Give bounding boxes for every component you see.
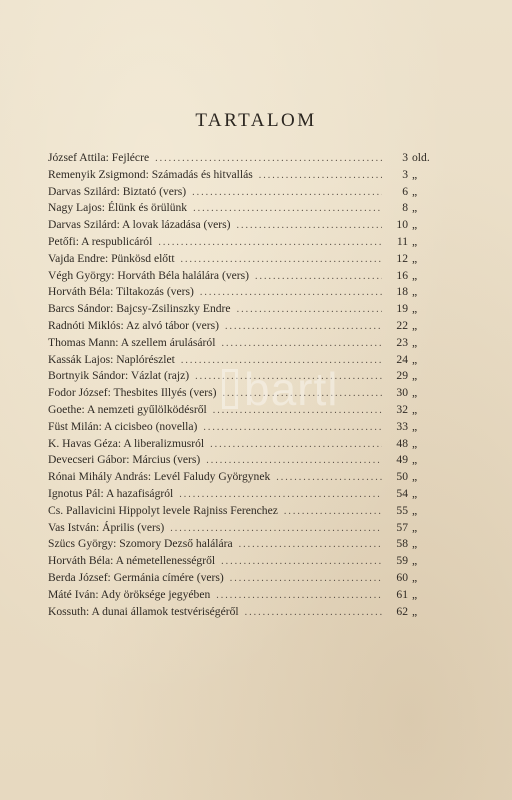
- dot-leader: [276, 470, 382, 487]
- toc-entry-unit: „: [412, 436, 418, 450]
- toc-entry-title: Berda József: Germánia címére (vers): [48, 570, 224, 584]
- toc-entry-title: Végh György: Horváth Béla halálára (vers): [48, 268, 249, 282]
- dot-leader: [245, 605, 382, 622]
- dot-leader: [284, 504, 382, 521]
- toc-entry-unit: „: [412, 604, 418, 618]
- toc-entry: [48, 587, 440, 604]
- toc-entry-unit: „: [412, 234, 418, 248]
- toc-entry-title: K. Havas Géza: A liberalizmusról: [48, 436, 205, 450]
- toc-entry-page: 10: [396, 218, 408, 232]
- toc-entry-page: 22: [396, 318, 408, 332]
- toc-entry: [48, 368, 440, 385]
- dot-leader: [195, 369, 382, 386]
- dot-leader: [237, 218, 382, 235]
- toc-entry-title: Petőfi: A respublicáról: [48, 234, 153, 248]
- toc-entry: [48, 402, 440, 419]
- dot-leader: [181, 252, 382, 269]
- dot-leader: [210, 437, 382, 454]
- toc-entry-page: 57: [396, 520, 408, 534]
- toc-entry-unit: „: [412, 402, 418, 416]
- toc-entry-page: 24: [396, 352, 408, 366]
- toc-entry-title: Füst Milán: A cicisbeo (novella): [48, 419, 198, 433]
- toc-entry-title: Bortnyik Sándor: Vázlat (rajz): [48, 369, 190, 383]
- toc-entry-page: 3: [402, 167, 408, 181]
- toc-entry-title: Radnóti Miklós: Az alvó tábor (vers): [48, 318, 219, 332]
- toc-entry: [48, 385, 440, 402]
- toc-entry-unit: „: [412, 167, 418, 181]
- dot-leader: [216, 588, 382, 605]
- toc-entry: [48, 486, 440, 503]
- toc-entry: [48, 284, 440, 301]
- dot-leader: [155, 151, 382, 168]
- toc-entry: [48, 452, 440, 469]
- toc-entry-page: 58: [396, 537, 408, 551]
- toc-entry-title: Remenyik Zsigmond: Számadás és hitvallás: [48, 167, 253, 181]
- toc-entry-page: 11: [396, 234, 408, 248]
- toc-entry-unit: „: [412, 453, 418, 467]
- toc-entry-unit: „: [412, 285, 418, 299]
- toc-entry-unit: „: [412, 570, 418, 584]
- toc-entry-title: Goethe: A nemzeti gyűlölködésről: [48, 402, 207, 416]
- toc-entry-title: Kossuth: A dunai államok testvériségéről: [48, 604, 239, 618]
- toc-entry-unit: „: [412, 352, 418, 366]
- toc-entry-unit: „: [412, 419, 418, 433]
- dot-leader: [221, 336, 382, 353]
- toc-entry-page: 55: [396, 503, 408, 517]
- toc-entry-page: 54: [396, 486, 408, 500]
- toc-entry-unit: „: [412, 218, 418, 232]
- toc-entry-page: 33: [396, 419, 408, 433]
- toc-entry-title: Barcs Sándor: Bajcsy-Zsilinszky Endre: [48, 302, 231, 316]
- toc-entry-unit: „: [412, 537, 418, 551]
- toc-entry: [48, 503, 440, 520]
- toc-entry-page: 60: [396, 570, 408, 584]
- dot-leader: [237, 302, 382, 319]
- toc-entry-unit: „: [412, 503, 418, 517]
- toc-entry: [48, 217, 440, 234]
- toc-entry: [48, 268, 440, 285]
- toc-entry-title: Ignotus Pál: A hazafiságról: [48, 486, 174, 500]
- toc-entry: [48, 318, 440, 335]
- toc-entry-unit: „: [412, 520, 418, 534]
- toc-entry-title: Thomas Mann: A szellem árulásáról: [48, 335, 216, 349]
- toc-entry-page: 3: [402, 151, 408, 164]
- watermark-text: bartl: [244, 363, 339, 415]
- toc-entry-unit: „: [412, 251, 418, 265]
- toc-entry-unit: „: [412, 201, 418, 215]
- toc-entry-page: 50: [396, 470, 408, 484]
- dot-leader: [259, 168, 382, 185]
- toc-entry: [48, 200, 440, 217]
- dot-leader: [223, 386, 382, 403]
- toc-entry-title: Cs. Pallavicini Hippolyt levele Rajniss Ferenchez: [48, 503, 278, 517]
- dot-leader: [213, 403, 382, 420]
- dot-leader: [230, 571, 382, 588]
- toc-entry-page: 49: [396, 453, 408, 467]
- toc-entry-page: 8: [402, 201, 408, 215]
- toc-entry-page: 6: [402, 184, 408, 198]
- toc-entry: [48, 234, 440, 251]
- dot-leader: [203, 420, 382, 437]
- dot-leader: [193, 201, 382, 218]
- toc-entry: [48, 352, 440, 369]
- toc-entry: [48, 553, 440, 570]
- toc-entry-unit: „: [412, 554, 418, 568]
- toc-entry: [48, 604, 440, 621]
- dot-leader: [192, 185, 382, 202]
- toc-entry: [48, 419, 440, 436]
- toc-entry-page: 16: [396, 268, 408, 282]
- dot-leader: [206, 453, 382, 470]
- dot-leader: [170, 521, 382, 538]
- toc-entry-title: Rónai Mihály András: Levél Faludy Györgynek: [48, 470, 271, 484]
- toc-entry-unit: „: [412, 386, 418, 400]
- toc-entry-page: 30: [396, 386, 408, 400]
- toc-entry: [48, 150, 440, 167]
- toc-entry-unit: „: [412, 470, 418, 484]
- toc-entry-title: József Attila: Fejlécre: [48, 151, 150, 164]
- toc-entry-page: 32: [396, 402, 408, 416]
- toc-entry-title: Horváth Béla: A németellenességről: [48, 554, 216, 568]
- toc-entry-unit: old.: [412, 151, 430, 164]
- toc-entry-unit: „: [412, 302, 418, 316]
- toc-entry: [48, 301, 440, 318]
- toc-entry-page: 29: [396, 369, 408, 383]
- toc-entry-title: Máté Iván: Ady öröksége jegyében: [48, 587, 211, 601]
- toc-entry-page: 48: [396, 436, 408, 450]
- dot-leader: [158, 235, 382, 252]
- toc-entry: [48, 167, 440, 184]
- toc-entry-title: Kassák Lajos: Naplórészlet: [48, 352, 175, 366]
- toc-entry-title: Devecseri Gábor: Március (vers): [48, 453, 201, 467]
- toc-entry-unit: „: [412, 335, 418, 349]
- toc-entry-unit: „: [412, 184, 418, 198]
- toc-entry-title: Szücs György: Szomory Dezső halálára: [48, 537, 233, 551]
- toc-entry: [48, 335, 440, 352]
- dot-leader: [221, 554, 382, 571]
- toc-entry-title: Nagy Lajos: Élünk és örülünk: [48, 201, 188, 215]
- toc-entry-title: Horváth Béla: Tiltakozás (vers): [48, 285, 194, 299]
- toc-entry: [48, 570, 440, 587]
- toc-entry: [48, 436, 440, 453]
- toc-entry-unit: „: [412, 318, 418, 332]
- toc-entry-page: 18: [396, 285, 408, 299]
- dot-leader: [255, 269, 382, 286]
- toc-entry: [48, 520, 440, 537]
- toc-entry-page: 61: [396, 587, 408, 601]
- dot-leader: [179, 487, 382, 504]
- toc-entry-title: Fodor József: Thesbites Illyés (vers): [48, 386, 217, 400]
- toc-entry-title: Vajda Endre: Pünkösd előtt: [48, 251, 175, 265]
- toc-entry: [48, 469, 440, 486]
- toc-entry-title: Darvas Szilárd: Biztató (vers): [48, 184, 187, 198]
- page-title: TARTALOM: [195, 110, 317, 131]
- toc-entry: [48, 184, 440, 201]
- dot-leader: [239, 537, 382, 554]
- table-of-contents: [48, 150, 440, 620]
- toc-entry-page: 23: [396, 335, 408, 349]
- toc-entry-page: 62: [396, 604, 408, 618]
- toc-entry-unit: „: [412, 268, 418, 282]
- toc-entry: [48, 251, 440, 268]
- toc-entry-page: 59: [396, 554, 408, 568]
- toc-entry-title: Darvas Szilárd: A lovak lázadása (vers): [48, 218, 231, 232]
- dot-leader: [225, 319, 382, 336]
- toc-entry-title: Vas István: Április (vers): [48, 520, 165, 534]
- toc-entry-page: 19: [396, 302, 408, 316]
- toc-entry-page: 12: [396, 251, 408, 265]
- toc-entry-unit: „: [412, 369, 418, 383]
- dot-leader: [200, 285, 382, 302]
- toc-entry-unit: „: [412, 486, 418, 500]
- dot-leader: [181, 353, 382, 370]
- toc-entry: [48, 536, 440, 553]
- toc-entry-unit: „: [412, 587, 418, 601]
